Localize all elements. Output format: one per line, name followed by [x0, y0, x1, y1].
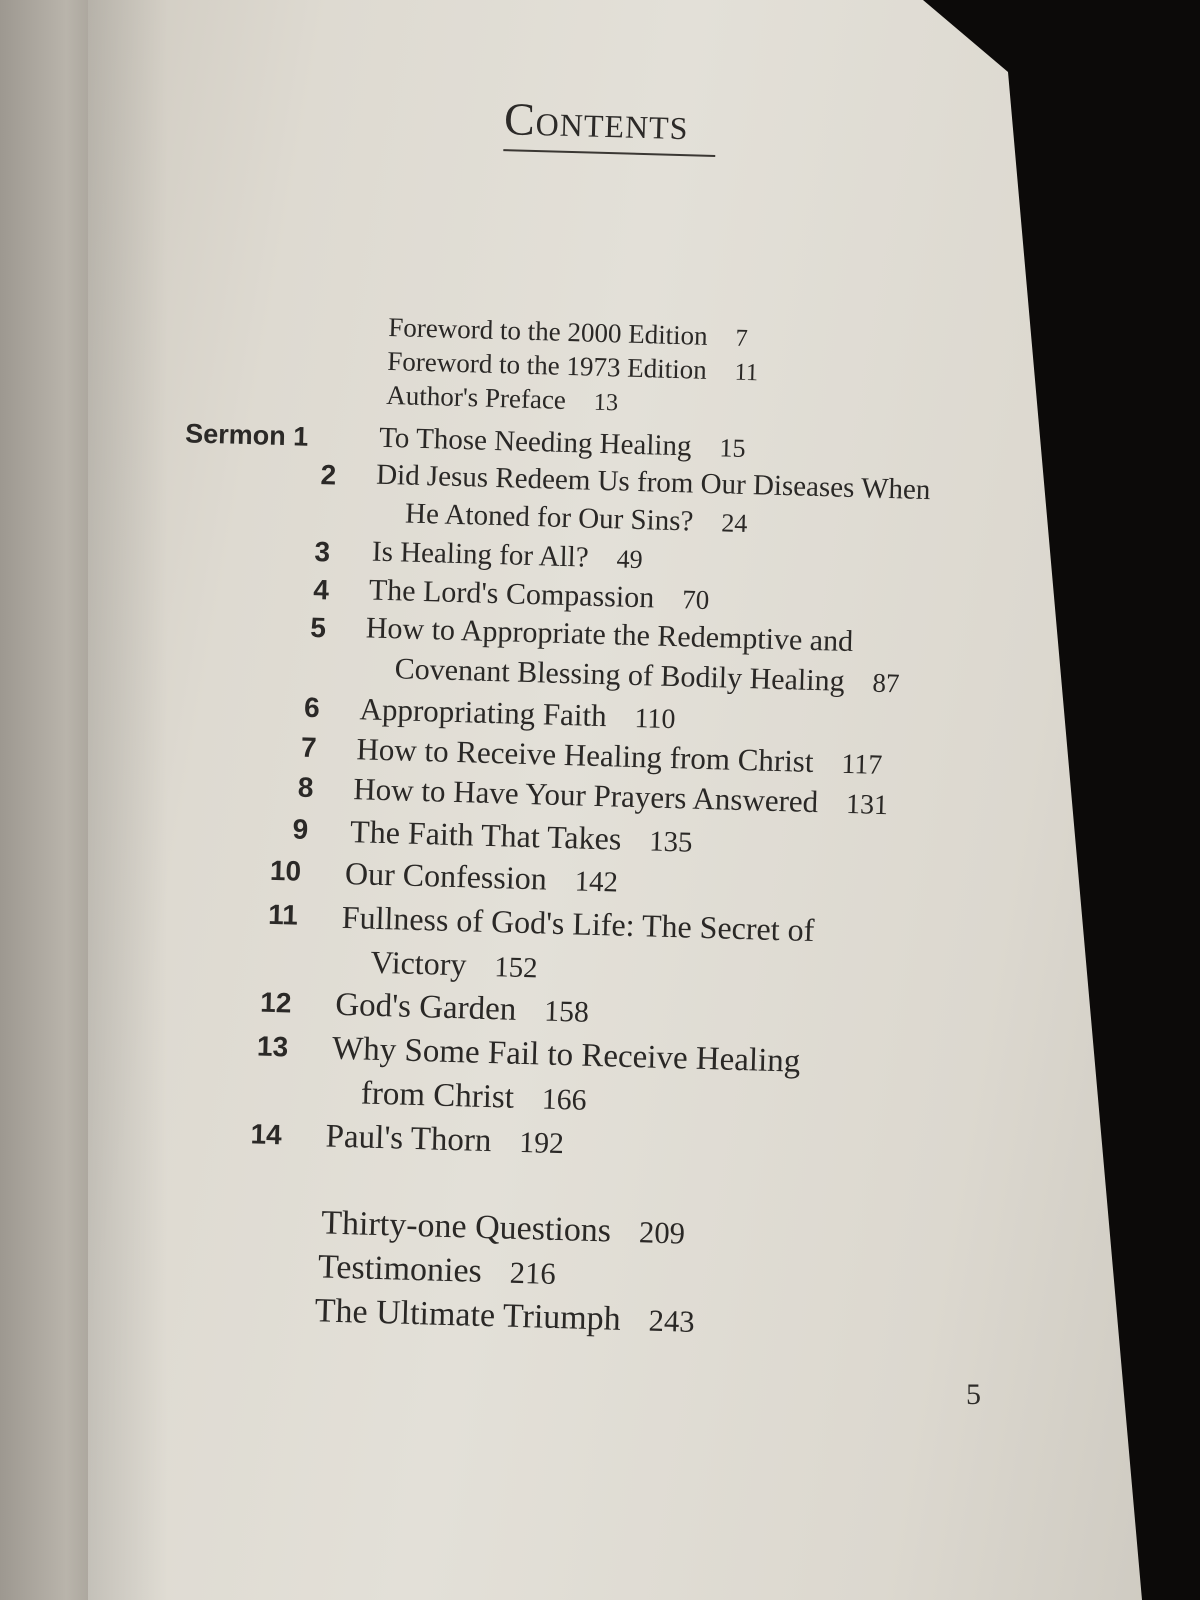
sermon-number: 3: [314, 535, 331, 568]
toc-entry-title: How to Receive Healing from Christ: [356, 731, 815, 779]
sermon-number: 11: [267, 898, 299, 931]
toc-entry-title-cont: Covenant Blessing of Bodily Healing: [394, 652, 846, 698]
toc-entry: [325, 1119, 564, 1163]
toc-entry: [372, 536, 644, 577]
toc-entry-title: The Ultimate Triumph: [314, 1292, 622, 1338]
sermon-number: 10: [269, 854, 302, 887]
page-number: 5: [966, 1378, 981, 1411]
toc-entry-page: 49: [616, 544, 644, 575]
sermon-label: Sermon 1: [184, 418, 309, 452]
toc-entry: [332, 1031, 801, 1081]
page-title: Contents: [503, 93, 690, 150]
sermon-number: 9: [292, 813, 309, 845]
toc-entry-title: Appropriating Faith: [359, 691, 608, 734]
toc-entry-page: 13: [593, 388, 619, 417]
toc-entry-title: To Those Needing Healing: [378, 421, 692, 463]
toc-entry-continued: [370, 944, 538, 986]
toc-entry-title: God's Garden: [334, 986, 517, 1028]
sermon-number: 4: [312, 573, 330, 606]
toc-entry-page: 131: [845, 788, 889, 822]
toc-entry-page: 11: [734, 358, 759, 387]
toc-entry: [365, 611, 853, 659]
toc-entry-page: 166: [541, 1083, 587, 1117]
toc-entry-continued: [360, 1075, 587, 1118]
toc-entry: [379, 422, 746, 465]
toc-entry-title: Paul's Thorn: [325, 1118, 492, 1160]
sermon-number: 2: [320, 459, 337, 491]
toc-entry: [359, 691, 676, 736]
title-underline: [503, 149, 715, 157]
sermon-number: 7: [300, 731, 317, 764]
sermon-number: 14: [250, 1118, 283, 1151]
sermon-number: 12: [259, 986, 292, 1019]
toc-entry: [341, 899, 814, 949]
toc-entry-title: Our Confession: [344, 854, 548, 897]
toc-entry-page: 209: [638, 1215, 686, 1251]
toc-entry-page: 152: [493, 951, 538, 985]
toc-entry-title-cont: from Christ: [360, 1075, 515, 1116]
toc-entry-page: 216: [509, 1255, 557, 1291]
toc-entry: [335, 987, 589, 1031]
toc-entry-page: 24: [720, 508, 748, 539]
toc-entry: [386, 380, 619, 417]
toc-entry-page: 15: [719, 433, 746, 463]
toc-entry-title: Foreword to the 2000 Edition: [387, 311, 709, 351]
toc-entry-title: Is Healing for All?: [371, 535, 590, 574]
toc-entry: [368, 574, 709, 617]
toc-entry-title: Thirty-one Questions: [320, 1204, 612, 1250]
sermon-number: 8: [297, 771, 314, 804]
toc-entry-page: 70: [681, 584, 710, 616]
toc-entry-page: 243: [648, 1303, 696, 1339]
toc-entry-title: Did Jesus Redeem Us from Our Diseases When: [375, 458, 931, 507]
toc-entry-continued: [405, 497, 748, 540]
toc-entry-title: Testimonies: [317, 1248, 483, 1290]
toc-entry: [345, 855, 619, 900]
toc-entry-title-cont: Victory: [370, 943, 467, 983]
toc-entry-page: 117: [841, 748, 883, 781]
toc-entry: [321, 1204, 686, 1252]
toc-entry-page: 192: [518, 1126, 565, 1161]
toc-entry-page: 135: [648, 825, 693, 859]
toc-entry-title: How to Have Your Prayers Answered: [352, 771, 819, 820]
toc-entry-title: The Faith That Takes: [349, 813, 622, 857]
sermon-number: 5: [309, 611, 327, 644]
toc-entry-page: 87: [872, 667, 900, 699]
toc-entry-title: Fullness of God's Life: The Secret of: [341, 898, 815, 949]
toc-entry: [314, 1292, 695, 1341]
toc-entry-page: 7: [735, 324, 749, 352]
toc-entry-title: How to Appropriate the Redemptive and: [365, 611, 854, 659]
toc-entry-continued: [394, 652, 900, 700]
toc-entry-page: 110: [634, 702, 676, 736]
sermon-number: 6: [303, 691, 321, 724]
toc-entry-title: Author's Preface: [386, 379, 567, 415]
toc-entry-page: 142: [574, 865, 619, 899]
toc-entry-title: The Lord's Compassion: [368, 573, 655, 615]
toc-entry-title: Foreword to the 1973 Edition: [386, 345, 708, 385]
toc-entry: [318, 1248, 557, 1293]
toc-entry-title-cont: He Atoned for Our Sins?: [404, 497, 694, 538]
toc-entry-page: 158: [543, 995, 590, 1029]
toc-entry-title: Why Some Fail to Receive Healing: [331, 1030, 801, 1080]
sermon-number: 13: [256, 1030, 289, 1063]
toc-entry: [350, 813, 693, 860]
